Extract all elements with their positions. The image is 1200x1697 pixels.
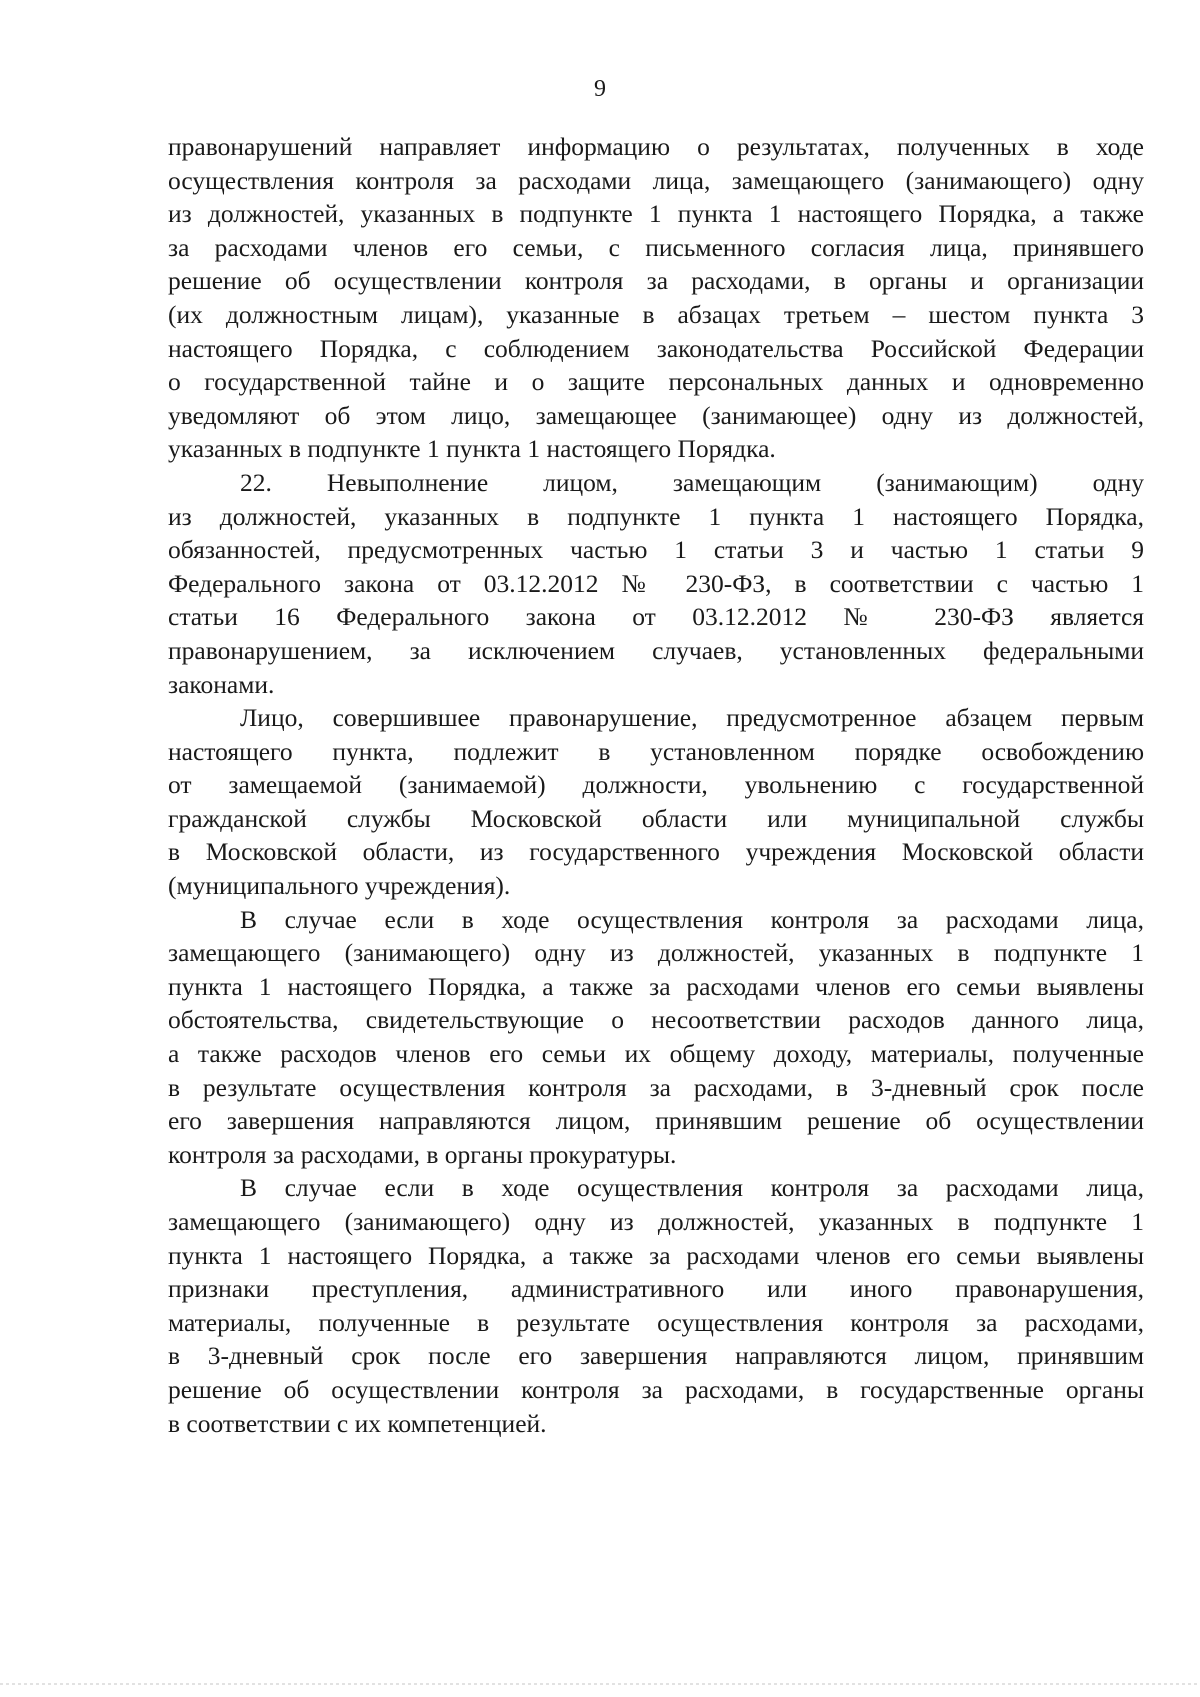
text-line: от замещаемой (занимаемой) должности, увольнению с государственной <box>168 770 1144 800</box>
text-line: из должностей, указанных в подпункте 1 пункта 1 настоящего Порядка, а также <box>168 199 1144 229</box>
text-line: замещающего (занимающего) одну из должностей, указанных в подпункте 1 <box>168 938 1144 968</box>
text-line: правонарушений направляет информацию о результатах, полученных в ходе <box>168 132 1144 161</box>
text-line: из должностей, указанных в подпункте 1 пункта 1 настоящего Порядка, <box>168 501 1144 531</box>
scan-edge-line <box>0 1683 1200 1685</box>
text-line: осуществления контроля за расходами лица, замещающего (занимающего) одну <box>168 165 1144 195</box>
text-line: (их должностным лицам), указанные в абзацах третьем – шестом пункта 3 <box>168 299 1144 329</box>
text-line: в результате осуществления контроля за расходами, в 3-дневный срок после <box>168 1072 1144 1102</box>
text-line: Федерального закона от 03.12.2012 № 230-ФЗ, в соответствии с частью 1 <box>168 568 1144 598</box>
page-number: 9 <box>594 76 606 102</box>
text-line: гражданской службы Московской области или муниципальной службы <box>168 803 1144 833</box>
text-line: настоящего Порядка, с соблюдением законодательства Российской Федерации <box>168 333 1144 363</box>
document-body <box>168 130 1144 1440</box>
text-line: уведомляют об этом лицо, замещающее (занимающее) одну из должностей, <box>168 400 1144 430</box>
text-line: решение об осуществлении контроля за расходами, в государственные органы <box>168 1374 1144 1404</box>
text-line: а также расходов членов его семьи их общему доходу, материалы, полученные <box>168 1039 1144 1069</box>
text-line: решение об осуществлении контроля за расходами, в органы и организации <box>168 266 1144 296</box>
text-line: обстоятельства, свидетельствующие о несоответствии расходов данного лица, <box>168 1005 1144 1035</box>
text-line: за расходами членов его семьи, с письменного согласия лица, принявшего <box>168 232 1144 262</box>
text-line: в 3-дневный срок после его завершения направляются лицом, принявшим <box>168 1341 1144 1371</box>
text-line: настоящего пункта, подлежит в установленном порядке освобождению <box>168 736 1144 766</box>
text-line: замещающего (занимающего) одну из должностей, указанных в подпункте 1 <box>168 1207 1144 1236</box>
text-line: законами. <box>168 669 275 699</box>
text-line: о государственной тайне и о защите персональных данных и одновременно <box>168 367 1144 397</box>
text-line: Лицо, совершившее правонарушение, предусмотренное абзацем первым <box>240 703 1144 733</box>
text-line: В случае если в ходе осуществления контроля за расходами лица, <box>240 1173 1144 1203</box>
text-line: пункта 1 настоящего Порядка, а также за расходами членов его семьи выявлены <box>168 971 1144 1001</box>
text-line: в соответствии с их компетенцией. <box>168 1408 547 1438</box>
text-line: контроля за расходами, в органы прокуратуры. <box>168 1139 677 1169</box>
text-line: признаки преступления, административного или иного правонарушения, <box>168 1274 1144 1304</box>
text-line: правонарушением, за исключением случаев, установленных федеральными <box>168 635 1144 665</box>
text-line: В случае если в ходе осуществления контроля за расходами лица, <box>240 904 1144 934</box>
text-line: статьи 16 Федерального закона от 03.12.2012 № 230-ФЗ является <box>168 602 1144 632</box>
text-line: обязанностей, предусмотренных частью 1 статьи 3 и частью 1 статьи 9 <box>168 535 1144 565</box>
text-line: в Московской области, из государственного учреждения Московской области <box>168 837 1144 867</box>
text-line: пункта 1 настоящего Порядка, а также за расходами членов его семьи выявлены <box>168 1240 1144 1270</box>
text-line: его завершения направляются лицом, принявшим решение об осуществлении <box>168 1106 1144 1136</box>
text-line: (муниципального учреждения). <box>168 871 511 901</box>
text-line: материалы, полученные в результате осуществления контроля за расходами, <box>168 1307 1144 1337</box>
text-line: указанных в подпункте 1 пункта 1 настоящего Порядка. <box>168 434 776 464</box>
text-line: 22. Невыполнение лицом, замещающим (занимающим) одну <box>240 467 1144 497</box>
